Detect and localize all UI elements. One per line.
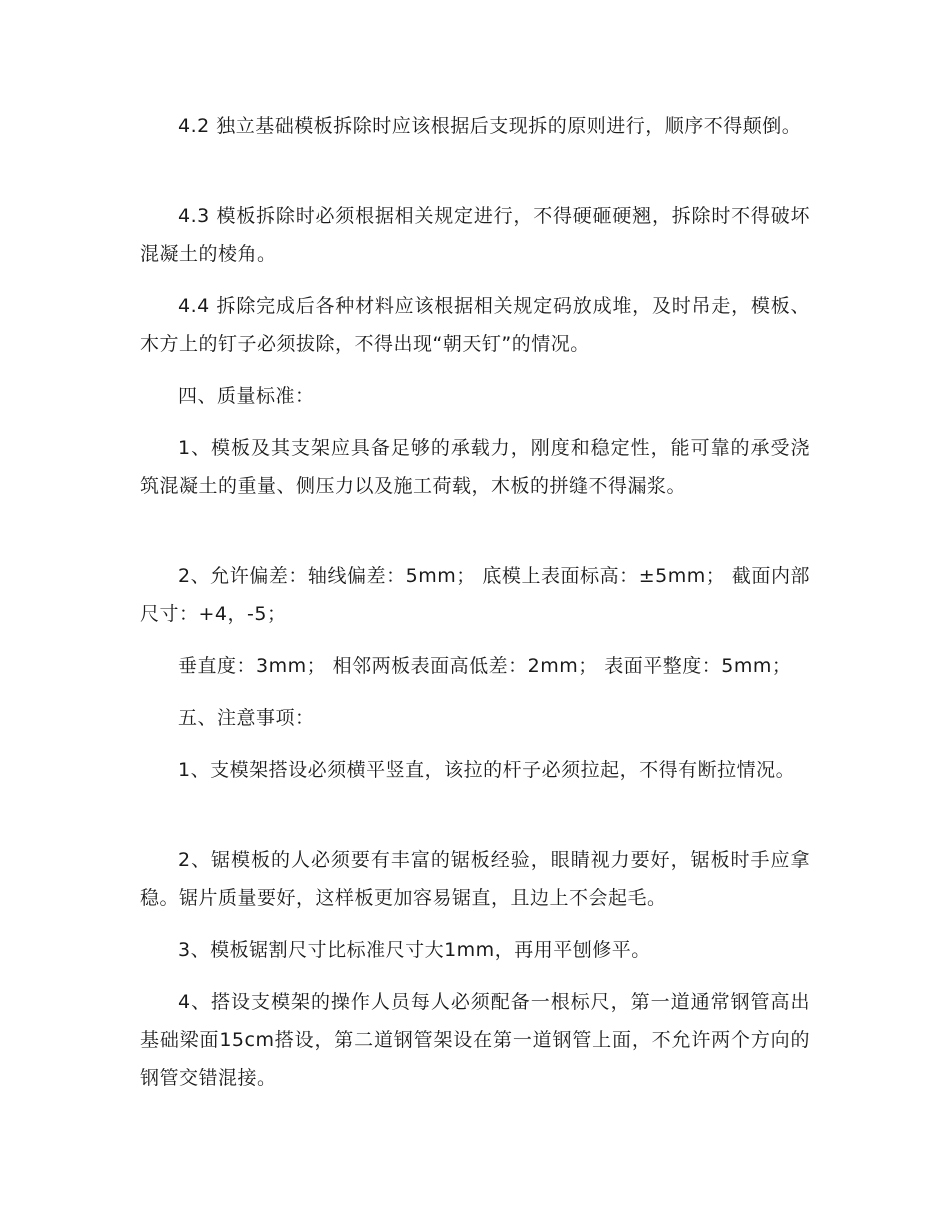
paragraph-4-4: 4.4 拆除完成后各种材料应该根据相关规定码放成堆，及时吊走，模板、木方上的钉子必须拔除，不得出现“朝天钉”的情况。	[140, 295, 810, 355]
paragraph-quality-1: 1、模板及其支架应具备足够的承载力，刚度和稳定性，能可靠的承受浇筑混凝土的重量、侧压力以及施工荷载，木板的拼缝不得漏浆。	[140, 437, 810, 497]
section-heading-precautions: 五、注意事项：	[178, 707, 315, 729]
paragraph-quality-2: 2、允许偏差：轴线偏差：5mm； 底模上表面标高：±5mm； 截面内部尺寸：+4，-5；	[140, 565, 810, 625]
paragraph-precaution-4: 4、搭设支模架的操作人员每人必须配备一根标尺，第一道通常钢管高出基础梁面15cm搭设，第二道钢管架设在第一道钢管上面，不允许两个方向的钢管交错混接。	[140, 991, 810, 1089]
paragraph-precaution-3: 3、模板锯割尺寸比标准尺寸大1mm，再用平刨修平。	[178, 939, 651, 961]
paragraph-precaution-2: 2、锯模板的人必须要有丰富的锯板经验，眼睛视力要好，锯板时手应拿稳。锯片质量要好，这样板更加容易锯直，且边上不会起毛。	[140, 849, 810, 909]
paragraph-precaution-1: 1、支模架搭设必须横平竖直，该拉的杆子必须拉起，不得有断拉情况。	[178, 759, 796, 781]
paragraph-4-3: 4.3 模板拆除时必须根据相关规定进行，不得硬砸硬翘，拆除时不得破坏混凝土的棱角。	[140, 205, 810, 265]
paragraph-tolerances: 垂直度：3mm； 相邻两板表面高低差：2mm； 表面平整度：5mm；	[178, 655, 792, 677]
section-heading-quality-standards: 四、质量标准：	[178, 385, 315, 407]
paragraph-4-2: 4.2 独立基础模板拆除时应该根据后支现拆的原则进行，顺序不得颠倒。	[178, 115, 802, 137]
